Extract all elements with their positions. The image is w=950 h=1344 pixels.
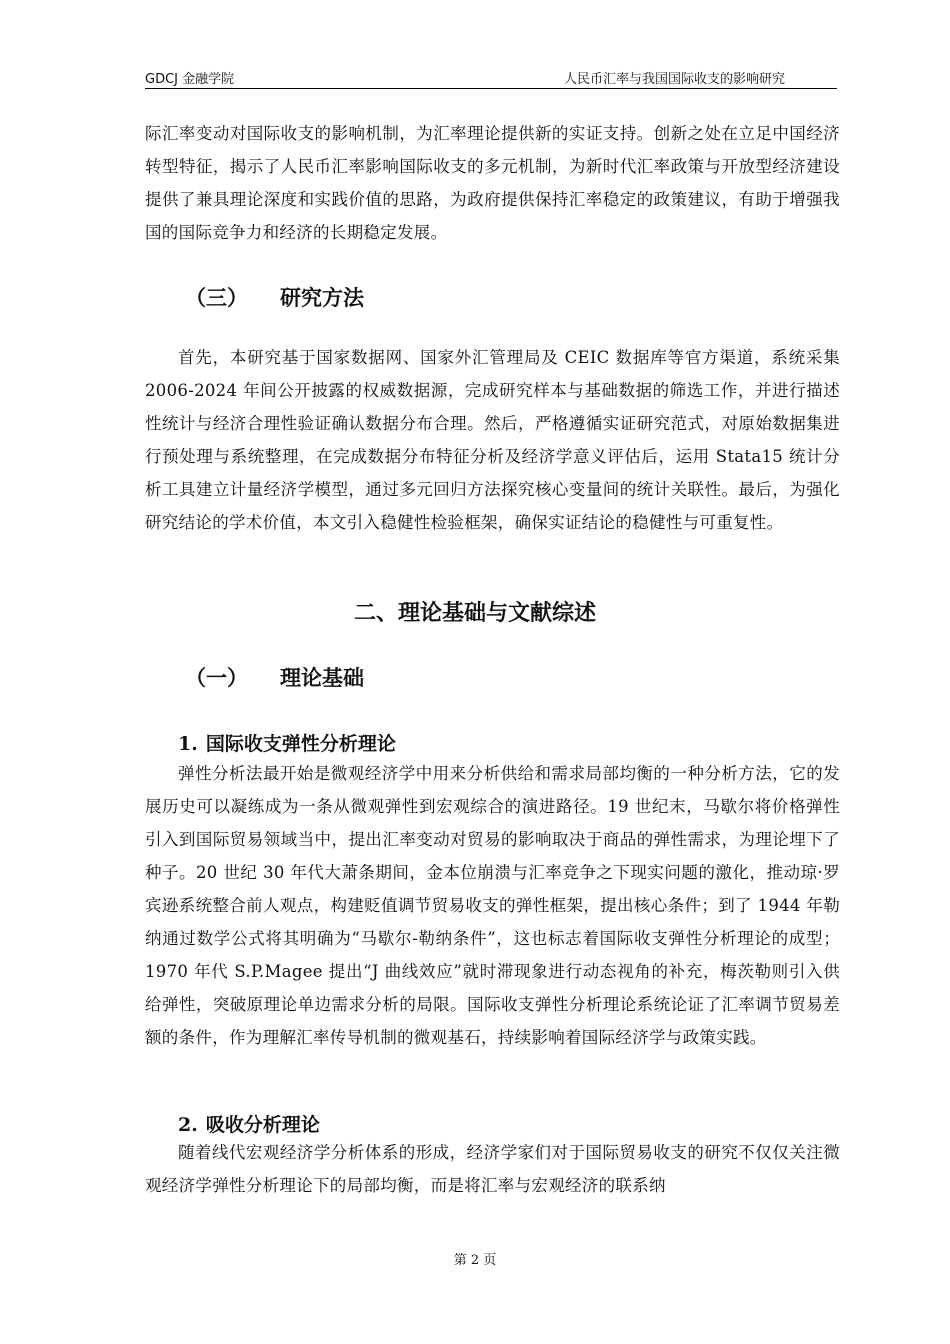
- section-title: 研究方法: [280, 286, 364, 310]
- header-left: GDCJ 金融学院: [145, 72, 235, 87]
- page-number: 第 2 页: [453, 1253, 497, 1268]
- subsection-heading-absorption: [178, 1110, 320, 1137]
- paragraph-absorption: 随着线代宏观经济学分析体系的形成，经济学家们对于国际贸易收支的研究不仅仅关注微观经济学弹性分析理论下的局部均衡，而是将汇率与宏观经济的联系纳: [145, 1143, 840, 1195]
- paragraph-methods: 首先，本研究基于国家数据网、国家外汇管理局及 CEIC 数据库等官方渠道，系统采集 2006-2024 年间公开披露的权威数据源，完成研究样本与基础数据的筛选工作，并进行描述性统计与经济合理性验证确认数据分布合理。然后，严格遵循实证研究范式，对原始数据集进行预处理与系统整理，在完成数据分布特征分析及经济学意义评估后，运用 Stata15 统计分析工具建立计量经济学模型，通过多元回归方法探究核心变量间的统计关联性。最后，为强化研究结论的学术价值，本文引入稳健性检验框架，确保实证结论的稳健性与可重复性。: [145, 348, 840, 532]
- subsection-title: 国际收支弹性分析理论: [205, 733, 396, 755]
- paragraph-elasticity: 弹性分析法最开始是微观经济学中用来分析供给和需求局部均衡的一种分析方法，它的发展历史可以凝练成为一条从微观弹性到宏观综合的演进路径。19 世纪末，马歇尔将价格弹性引入到国际贸易领域当中，提出汇率变动对贸易的影响取决于商品的弹性需求，为理论埋下了种子。20 世纪 30 年代大萧条期间，金本位崩溃与汇率竞争之下现实问题的激化，推动琼·罗宾逊系统整合前人观点，构建贬值调节贸易收支的弹性框架，提出核心条件；到了 1944 年勒纳通过数学公式将其明确为“马歇尔-勒纳条件”，这也标志着国际收支弹性分析理论的成型；1970 年代 S.P.Magee 提出“J 曲线效应”就时滞现象进行动态视角的补充，梅茨勒则引入供给弹性，突破原理论单边需求分析的局限。国际收支弹性分析理论系统论证了汇率调节贸易差额的条件，作为理解汇率传导机制的微观基石，持续影响着国际经济学与政策实践。: [145, 764, 840, 1047]
- subsection-heading-elasticity: [178, 729, 396, 756]
- subsection-number: 1.: [178, 733, 198, 755]
- section-heading-methods: [185, 282, 364, 312]
- section-number: （三）: [185, 286, 248, 310]
- section-number: （一）: [185, 666, 248, 690]
- subsection-title: 吸收分析理论: [205, 1114, 320, 1136]
- page-header: [145, 66, 837, 89]
- subsection-number: 2.: [178, 1114, 198, 1136]
- header-right: 人民币汇率与我国国际收支的影响研究: [563, 72, 785, 87]
- section-heading-theory: [185, 662, 364, 692]
- chapter-heading: 二、理论基础与文献综述: [353, 601, 596, 626]
- paragraph-intro-continued: 际汇率变动对国际收支的影响机制，为汇率理论提供新的实证支持。创新之处在立足中国经济转型特征，揭示了人民币汇率影响国际收支的多元机制，为新时代汇率政策与开放型经济建设提供了兼具理论深度和实践价值的思路，为政府提供保持汇率稳定的政策建议，有助于增强我国的国际竞争力和经济的长期稳定发展。: [145, 124, 840, 242]
- section-title: 理论基础: [280, 666, 364, 690]
